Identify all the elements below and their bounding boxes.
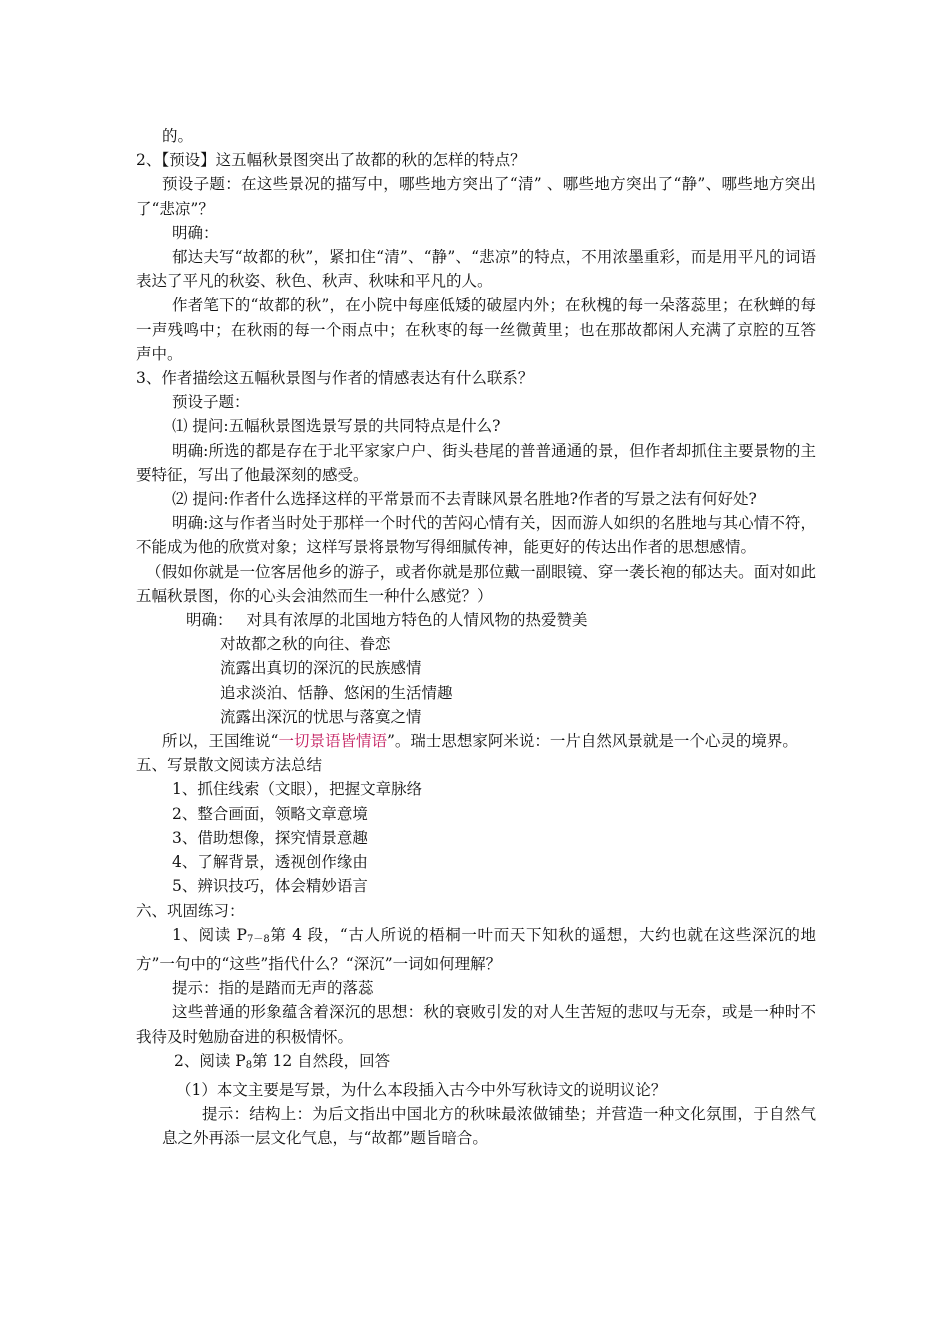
exercise-1 (136, 923, 816, 976)
exercise-1-hint: 提示：指的是踏而无声的落蕊 (172, 979, 374, 998)
exercise-1-text-a: 1、阅读 P (172, 925, 247, 944)
exercise-1-page-subscript: 7－8 (246, 933, 270, 945)
question-2-subtopic: 预设子题：在这些景况的描写中，哪些地方突出了“清” 、哪些地方突出了“静”、哪些地方突出了“悲凉”？ (136, 175, 816, 218)
section-5-heading: 五、写景散文阅读方法总结 (136, 756, 323, 775)
exercise-2 (136, 1049, 816, 1078)
question-3-item-1: ⑴ 提问:五幅秋景图选景写景的共同特点是什么? (172, 417, 501, 436)
section-5-item-3: 3、借助想像，探究情景意趣 (172, 828, 368, 847)
exercise-1-explanation: 这些普通的形象蕴含着深沉的思想：秋的衰败引发的对人生苦短的悲叹与无奈，或是一种时不我待及时勉励奋进的积极情怀。 (136, 1003, 816, 1046)
exercise-2-hint: 提示：结构上：为后文指出中国北方的秋味最浓做铺垫；并营造一种文化氛围，于自然气息之外再添一层文化气息，与“故都”题旨暗合。 (162, 1105, 816, 1148)
answer-label: 明确： (186, 611, 233, 630)
question-3: 3、作者描绘这五幅秋景图与作者的情感表达有什么联系？ (136, 369, 534, 388)
question-3-item-2-answer: 明确:这与作者当时处于那样一个时代的苦闷心情有关，因而游人如织的名胜地与其心情不符，不能成为他的欣赏对象；这样写景将景物写得细腻传神，能更好的传达出作者的思想感情。 (136, 514, 816, 557)
answer-item-3: 流露出真切的深沉的民族感情 (220, 659, 422, 678)
question-2-answer-label: 明确： (172, 223, 219, 242)
section-5-item-1: 1、抓住线索（文眼），把握文章脉络 (172, 780, 423, 799)
answer-item-4: 追求淡泊、恬静、悠闲的生活情趣 (220, 683, 453, 702)
question-2-paragraph-1: 郁达夫写“故都的秋”，紧扣住“清”、“静”、“悲凉”的特点，不用浓墨重彩，而是用平凡的词语表达了平凡的秋姿、秋色、秋声、秋味和平凡的人。 (136, 248, 816, 291)
section-5-item-5: 5、辨识技巧，体会精妙语言 (172, 877, 368, 896)
question-3-subtopic: 预设子题： (172, 393, 250, 412)
answer-item-5: 流露出深沉的忧思与落寞之情 (220, 707, 422, 726)
text-line: 的。 (162, 127, 194, 145)
conclusion-text-b: ”。瑞士思想家阿米说：一片自然风景就是一个心灵的境界。 (386, 732, 798, 751)
exercise-2-question-1: （1）本文主要是写景，为什么本段插入古今中外写秋诗文的说明议论？ (176, 1080, 667, 1099)
section-5-item-4: 4、了解背景，透视创作缘由 (172, 853, 368, 872)
document-body (136, 124, 816, 1151)
wang-guowei-quote: 一切景语皆情语 (278, 732, 387, 751)
answer-item-2: 对故都之秋的向往、眷恋 (220, 635, 391, 654)
question-3-imagine: （假如你就是一位客居他乡的游子，或者你就是那位戴一副眼镜、穿一袭长袍的郁达夫。面对如此五幅秋景图，你的心头会油然而生一种什么感觉？） (136, 562, 816, 605)
exercise-2-text-a: 2、阅读 P (174, 1051, 246, 1070)
section-5-item-2: 2、整合画面，领略文章意境 (172, 804, 368, 823)
conclusion-text-a: 所以，王国维说“ (162, 732, 279, 751)
question-2: 2、【预设】这五幅秋景图突出了故都的秋的怎样的特点？ (136, 151, 526, 170)
question-3-item-2: ⑵ 提问:作者什么选择这样的平常景而不去青睐风景名胜地?作者的写景之法有何好处? (172, 490, 757, 509)
question-3-item-1-answer: 明确:所选的都是存在于北平家家户户、街头巷尾的普普通通的景，但作者却抓住主要景物的主要特征，写出了他最深刻的感受。 (136, 441, 816, 484)
question-2-paragraph-2: 作者笔下的“故都的秋”，在小院中每座低矮的破屋内外；在秋槐的每一朵落蕊里；在秋蝉的每一声残鸣中；在秋雨的每一个雨点中；在秋枣的每一丝微黄里；也在那故都闲人充满了京腔的互答声中。 (136, 296, 816, 363)
answer-item-1: 对具有浓厚的北国地方特色的人情风物的热爱赞美 (246, 611, 588, 630)
question-3-answer (136, 608, 816, 632)
exercise-1-text-b: 第 4 段，“古人所说的梧桐一叶而天下知秋的遥想，大约也就在这些深沉的地方”一句中的“这些”指代什么？“深沉”一词如何理解？ (136, 925, 816, 973)
exercise-2-text-b: 第 12 自然段，回答 (252, 1051, 391, 1070)
exercise-2-page-subscript: 8 (245, 1059, 253, 1071)
section-6-heading: 六、巩固练习： (136, 901, 245, 920)
conclusion-paragraph (136, 729, 816, 753)
